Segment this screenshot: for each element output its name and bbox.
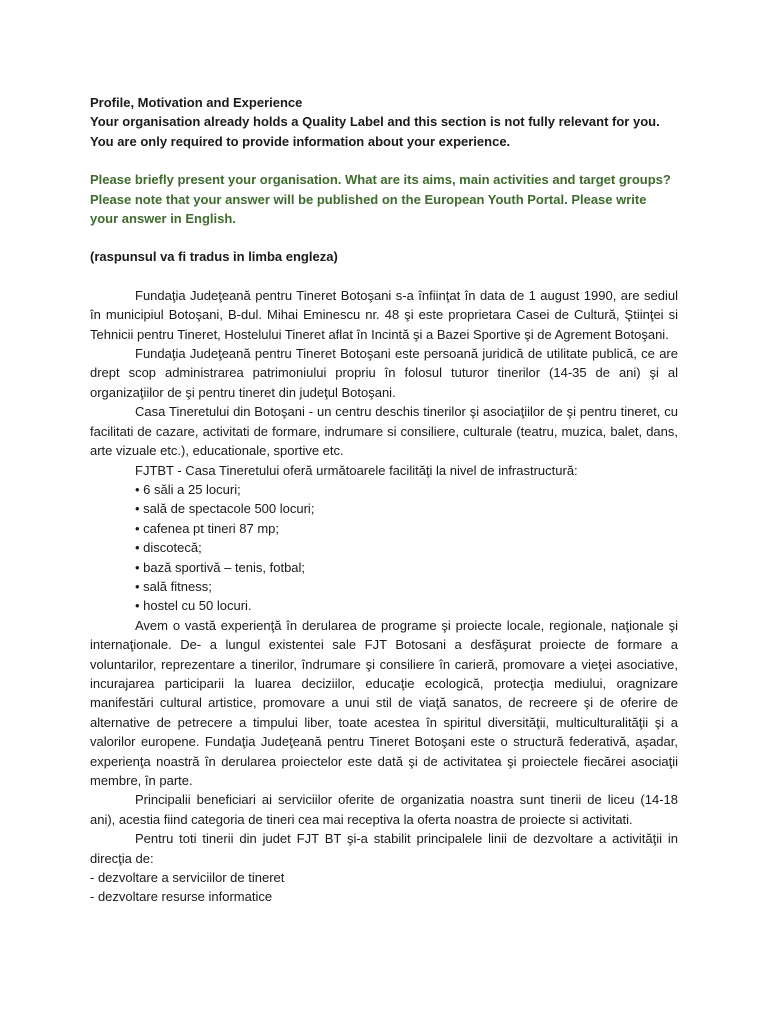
- list-item: • cafenea pt tineri 87 mp;: [135, 520, 280, 536]
- question-prompt: Please briefly present your organisation. What are its aims, main activities and target groups? Please note that your answer will be published on the European Youth Portal. Please write your answer in English.: [90, 172, 671, 227]
- list-item: • hostel cu 50 locuri.: [135, 598, 252, 614]
- list-item: • sală de spectacole 500 locuri;: [135, 501, 315, 517]
- spacer: [90, 228, 678, 247]
- paragraph-youth-house: Casa Tineretului din Botoşani - un centru deschis tinerilor şi asociaţiilor de şi pentru tineret, cu facilitati de cazare, activitati de formare, indrumare si consiliere, culturale (teatru, muzica, balet, dans, arte vizuale etc.), educationale, sportive etc.: [90, 404, 678, 459]
- list-item: • discotecă;: [135, 540, 202, 556]
- paragraph-development-lines: Pentru toti tinerii din judet FJT BT şi-a stabilit principalele linii de dezvoltare a activităţii in direcţia de:: [90, 831, 678, 866]
- translation-note: (raspunsul va fi tradus in limba engleza): [90, 249, 338, 265]
- paragraph-legal-status: Fundaţia Judeţeană pentru Tineret Botoşani este persoană juridică de utilitate publică, ce are drept scop administrarea patrimoniului propriu în folosul tuturor tinerilor (14-35 de ani) şi al organizaţiilor de şi pentru tineret din judeţul Botoşani.: [90, 346, 678, 400]
- list-item: • sală fitness;: [135, 578, 212, 594]
- list-item: - dezvoltare resurse informatice: [90, 889, 273, 905]
- spacer: [90, 267, 678, 286]
- list-item: - dezvoltare a serviciilor de tineret: [90, 870, 285, 886]
- list-item: • 6 săli a 25 locuri;: [135, 481, 241, 497]
- list-item: • bază sportivă – tenis, fotbal;: [135, 559, 306, 575]
- paragraph-facilities-intro: FJTBT - Casa Tineretului oferă următoarele facilităţi la nivel de infrastructură:: [135, 462, 578, 478]
- paragraph-experience: Avem o vastă experienţă în derularea de programe şi proiecte locale, regionale, naţionale şi internaţionale. De- a lungul existentei sale FJT Botosani a desfăşurat proiecte de formare a voluntarilor, reprezentare a tinerilor, îndrumare şi consiliere în carieră, promovare a vieţei asociative, incurajarea participarii la luarea deciziilor, educaţie ecologică, protecţia mediului, oragnizare manifestări cultural artistice, promovare a unui stil de viaţă sanatos, de recreere şi de oferire de alternative de petrecere a timpului liber, toate acestea în spiritul diversităţii, multiculturalităţii şi a valorilor europene. Fundaţia Judeţeană pentru Tineret Botoşani este o structură federativă, aşadar, experienţa noastră în derularea proiectelor este dată şi de activitatea şi proiectele fiecărei asociaţii membre, în parte.: [90, 617, 678, 788]
- quality-label-notice-line-1: Your organisation already holds a Quality Label and this section is not fully relevant for you.: [90, 114, 660, 130]
- development-directions-list: [90, 868, 678, 907]
- paragraph-beneficiaries: Principalii beneficiari ai serviciilor oferite de organizatia noastra sunt tinerii de liceu (14-18 ani), acestia fiind categoria de tineri cea mai receptiva la oferta noastra de proiecte si activitati.: [90, 792, 678, 827]
- section-title: Profile, Motivation and Experience: [90, 95, 303, 110]
- facilities-list: [90, 480, 678, 616]
- quality-label-notice-line-2: You are only required to provide information about your experience.: [90, 133, 511, 149]
- paragraph-founding: Fundaţia Judeţeană pentru Tineret Botoşani s-a înfiinţat în data de 1 august 1990, are sediul în municipiul Botoşani, B-dul. Mihai Eminescu nr. 48 şi este proprietara Casei de Cultură, Ştiinţei si Tehnicii pentru Tineret, Hostelului Tineret aflat în Incintă şi a Bazei Sportive şi de Agrement Botoşani.: [90, 287, 678, 342]
- spacer: [90, 151, 678, 170]
